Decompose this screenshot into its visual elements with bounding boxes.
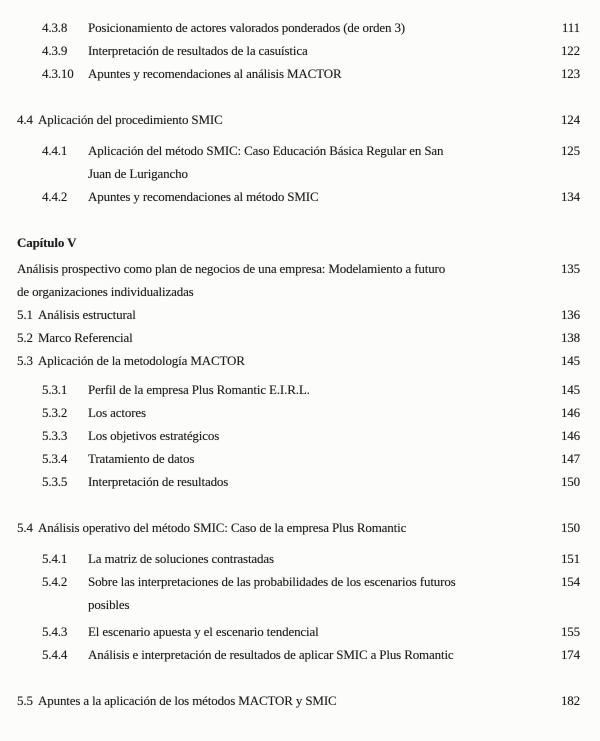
- toc-entry-5-4-1: [17, 547, 580, 570]
- toc-entry-title: Tratamiento de datos: [88, 451, 195, 466]
- toc-entry-number: 5.3: [17, 353, 33, 368]
- toc-entry-5-3-3: [17, 424, 580, 447]
- toc-entry-4-4: [17, 108, 580, 131]
- toc-entry-4-4-1: [17, 139, 580, 185]
- toc-entry-page: 151: [560, 551, 580, 566]
- toc-entry-title: Aplicación del método SMIC: Caso Educación Básica Regular en San Juan de Lurigancho: [88, 143, 444, 181]
- chapter-heading: [17, 231, 580, 254]
- toc-entry-title: Análisis prospectivo como plan de negocios de una empresa: Modelamiento a futuro de organizaciones individualizadas: [17, 261, 446, 299]
- toc-entry-4-3-10: [17, 62, 580, 85]
- toc-entry-title: Perfil de la empresa Plus Romantic E.I.R.L.: [88, 382, 310, 397]
- toc-entry-number: 4.3.10: [42, 66, 74, 81]
- toc-entry-page: 146: [560, 405, 580, 420]
- toc-entry-page: 155: [560, 624, 580, 639]
- toc-entry-number: 5.5: [17, 693, 33, 708]
- toc-entry-5-2: [17, 326, 580, 349]
- toc-entry-number: 5.2: [17, 330, 33, 345]
- toc-entry-title: El escenario apuesta y el escenario tendencial: [88, 624, 319, 639]
- chapter-title-entry: [17, 257, 580, 303]
- toc-entry-number: 4.3.8: [42, 20, 68, 35]
- toc-entry-5-4-3: [17, 620, 580, 643]
- toc-entry-page: 122: [560, 43, 580, 58]
- toc-entry-5-3: [17, 349, 580, 372]
- toc-entry-5-3-5: [17, 470, 580, 493]
- toc-entry-page: 145: [560, 382, 580, 397]
- toc-entry-page: 135: [560, 261, 580, 276]
- toc-entry-number: 4.4.1: [42, 143, 68, 158]
- toc-entry-5-3-2: [17, 401, 580, 424]
- toc-entry-number: 5.3.4: [42, 451, 68, 466]
- toc-entry-page: 150: [560, 474, 580, 489]
- toc-entry-5-3-4: [17, 447, 580, 470]
- toc-entry-page: 111: [561, 20, 580, 35]
- toc-entry-page: 146: [560, 428, 580, 443]
- toc-entry-5-4-2: [17, 570, 580, 616]
- toc-entry-title: Posicionamiento de actores valorados ponderados (de orden 3): [88, 20, 405, 35]
- toc-entry-number: 4.4: [17, 112, 33, 127]
- toc-entry-page: 124: [560, 112, 580, 127]
- toc-entry-number: 5.4.2: [42, 574, 68, 589]
- toc-entry-title: Los objetivos estratégicos: [88, 428, 220, 443]
- toc-entry-page: 134: [560, 189, 580, 204]
- toc-entry-5-3-1: [17, 378, 580, 401]
- toc-entry-title: Apuntes y recomendaciones al análisis MACTOR: [88, 66, 342, 81]
- toc-entry-5-5: [17, 689, 580, 712]
- toc-entry-5-4-4: [17, 643, 580, 666]
- toc-entry-number: 5.3.2: [42, 405, 68, 420]
- toc-entry-title: Aplicación de la metodología MACTOR: [38, 353, 245, 368]
- toc-entry-page: 174: [560, 647, 580, 662]
- toc-entry-number: 5.4.3: [42, 624, 68, 639]
- toc-entry-5-1: [17, 303, 580, 326]
- toc-entry-page: 138: [560, 330, 580, 345]
- toc-entry-4-4-2: [17, 185, 580, 208]
- toc-entry-title: Apuntes y recomendaciones al método SMIC: [88, 189, 319, 204]
- chapter-heading-text: Capítulo V: [17, 235, 77, 250]
- toc-entry-number: 4.3.9: [42, 43, 68, 58]
- toc-entry-page: 145: [560, 353, 580, 368]
- toc-entry-title: Análisis e interpretación de resultados de aplicar SMIC a Plus Romantic: [88, 647, 454, 662]
- toc-entry-number: 5.3.1: [42, 382, 68, 397]
- toc-entry-title: Interpretación de resultados de la casuística: [88, 43, 308, 58]
- toc-entry-title: La matriz de soluciones contrastadas: [88, 551, 274, 566]
- toc-entry-number: 5.1: [17, 307, 33, 322]
- toc-entry-number: 5.4.1: [42, 551, 68, 566]
- toc-entry-4-3-8: [17, 16, 580, 39]
- toc-entry-page: 150: [560, 520, 580, 535]
- toc-entry-page: 125: [560, 143, 580, 158]
- toc-entry-title: Apuntes a la aplicación de los métodos MACTOR y SMIC: [38, 693, 337, 708]
- toc-entry-page: 147: [560, 451, 580, 466]
- toc-entry-title: Análisis estructural: [38, 307, 136, 322]
- toc-entry-title: Sobre las interpretaciones de las probabilidades de los escenarios futuros posibles: [88, 574, 456, 612]
- toc-entry-page: 123: [560, 66, 580, 81]
- toc-entry-page: 154: [560, 574, 580, 589]
- toc-entry-5-4: [17, 516, 580, 539]
- toc-entry-4-3-9: [17, 39, 580, 62]
- toc-entry-page: 182: [560, 693, 580, 708]
- toc-entry-title: Aplicación del procedimiento SMIC: [38, 112, 223, 127]
- toc-entry-number: 5.3.5: [42, 474, 68, 489]
- toc-entry-title: Interpretación de resultados: [88, 474, 229, 489]
- toc-entry-number: 5.4.4: [42, 647, 68, 662]
- toc-entry-number: 5.4: [17, 520, 33, 535]
- toc-entry-page: 136: [560, 307, 580, 322]
- toc-entry-number: 5.3.3: [42, 428, 68, 443]
- toc-entry-number: 4.4.2: [42, 189, 68, 204]
- toc-entry-title: Marco Referencial: [38, 330, 133, 345]
- toc-entry-title: Análisis operativo del método SMIC: Caso de la empresa Plus Romantic: [38, 520, 407, 535]
- toc-entry-title: Los actores: [88, 405, 146, 420]
